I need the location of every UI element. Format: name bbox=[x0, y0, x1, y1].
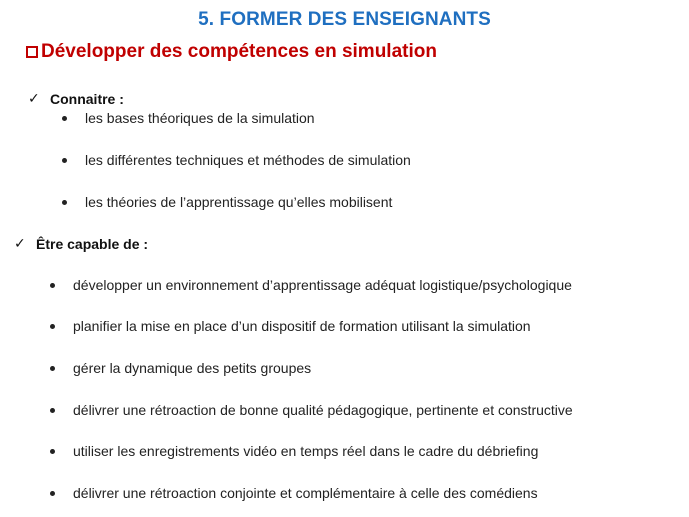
checkbox-square-icon bbox=[26, 46, 38, 58]
bullet-dot-icon bbox=[50, 283, 55, 288]
list-item-text: les théories de l’apprentissage qu’elles mobilisent bbox=[85, 194, 393, 210]
bullet-dot-icon bbox=[62, 116, 67, 121]
list-item bbox=[62, 152, 411, 168]
list-item bbox=[62, 110, 315, 126]
list-item-text: délivrer une rétroaction conjointe et complémentaire à celle des comédiens bbox=[73, 485, 538, 501]
bullet-dot-icon bbox=[50, 324, 55, 329]
list-item bbox=[50, 402, 573, 418]
list-item bbox=[50, 485, 538, 501]
bullet-dot-icon bbox=[50, 491, 55, 496]
list-item bbox=[50, 443, 538, 459]
slide-subtitle-row bbox=[26, 41, 437, 63]
checkmark-icon: ✓ bbox=[28, 90, 40, 106]
list-item-text: délivrer une rétroaction de bonne qualité pédagogique, pertinente et constructive bbox=[73, 402, 573, 418]
list-item bbox=[50, 360, 311, 376]
list-item-text: gérer la dynamique des petits groupes bbox=[73, 360, 312, 376]
list-item-text: les bases théoriques de la simulation bbox=[85, 110, 315, 126]
checkmark-icon: ✓ bbox=[14, 235, 26, 251]
list-item bbox=[50, 277, 572, 293]
list-item-text: utiliser les enregistrements vidéo en temps réel dans le cadre du débriefing bbox=[73, 443, 539, 459]
list-item bbox=[62, 194, 392, 210]
bullet-dot-icon bbox=[50, 366, 55, 371]
section-heading-etre-capable bbox=[14, 235, 148, 252]
section-heading-label: Être capable de : bbox=[36, 235, 149, 252]
slide-title: 5. FORMER DES ENSEIGNANTS bbox=[198, 9, 491, 30]
section-heading-label: Connaitre : bbox=[50, 90, 124, 107]
section-heading-connaitre bbox=[28, 90, 124, 107]
bullet-dot-icon bbox=[62, 158, 67, 163]
slide-subtitle: Développer des compétences en simulation bbox=[41, 41, 437, 62]
list-item-text: planifier la mise en place d’un dispositif de formation utilisant la simulation bbox=[73, 318, 531, 334]
bullet-dot-icon bbox=[50, 449, 55, 454]
list-item-text: développer un environnement d’apprentissage adéquat logistique/psychologique bbox=[73, 277, 572, 293]
bullet-dot-icon bbox=[62, 200, 67, 205]
list-item-text: les différentes techniques et méthodes de simulation bbox=[85, 152, 411, 168]
list-item bbox=[50, 318, 531, 334]
bullet-dot-icon bbox=[50, 408, 55, 413]
